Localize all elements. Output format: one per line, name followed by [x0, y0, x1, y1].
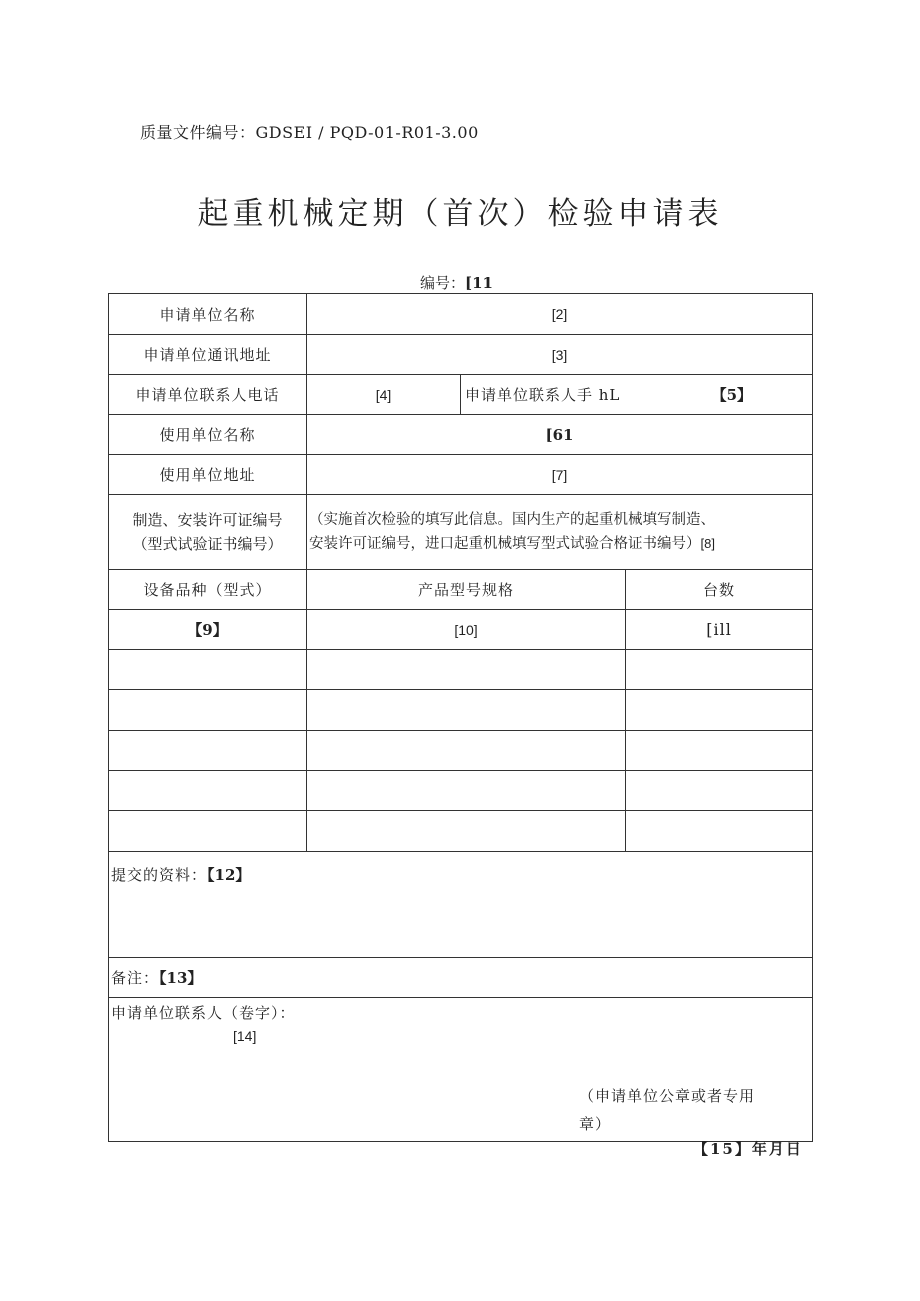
row-applicant-name [109, 294, 813, 335]
row-user-address [109, 455, 813, 495]
quantity-header: 台数 [626, 570, 813, 610]
materials-cell[interactable] [109, 852, 813, 958]
signature-label: 申请单位联系人（卷字）： [111, 1004, 296, 1022]
equipment-row-empty [109, 731, 813, 771]
row-contact [109, 375, 813, 415]
equipment-type-cell[interactable] [109, 811, 307, 852]
signature-cell[interactable] [109, 998, 813, 1158]
remarks-row [109, 958, 813, 998]
materials-label: 提交的资料： [111, 866, 208, 884]
quantity-cell[interactable] [626, 690, 813, 731]
license-note-number: [8] [700, 536, 715, 551]
equipment-row [109, 610, 813, 650]
signature-row [109, 998, 813, 1142]
remarks-value: 【13】 [159, 969, 203, 987]
materials-value: 【12】 [207, 866, 251, 884]
stamp-note [579, 1082, 789, 1138]
remarks-cell[interactable] [109, 958, 813, 998]
equipment-row-empty [109, 811, 813, 852]
applicant-address-field[interactable]: [3] [307, 335, 813, 375]
license-note-line2: 安装许可证编号，进口起重机械填写型式试验合格证书编号） [309, 536, 701, 552]
quality-doc-number: 质量文件编号：GDSEI / PQD-01-R01-3.00 [140, 123, 479, 142]
equipment-type-cell[interactable] [109, 650, 307, 690]
equipment-row-empty [109, 650, 813, 690]
user-name-label: 使用单位名称 [109, 415, 307, 455]
date-field-cut: 【15】年月日 [693, 1140, 803, 1158]
page-title: 起重机械定期（首次）检验申请表 [197, 196, 723, 232]
license-note[interactable] [307, 495, 813, 570]
application-form-table [108, 293, 813, 1158]
row-license [109, 495, 813, 570]
equipment-type-cell[interactable] [109, 731, 307, 771]
user-address-field[interactable]: [7] [307, 455, 813, 495]
equipment-type-cell[interactable]: 【9】 [109, 610, 307, 650]
user-address-label: 使用单位地址 [109, 455, 307, 495]
materials-row [109, 852, 813, 958]
model-spec-cell[interactable] [307, 771, 626, 811]
quantity-cell[interactable] [626, 731, 813, 771]
applicant-name-field[interactable]: [2] [307, 294, 813, 335]
stamp-note-line2: 章） [579, 1115, 612, 1133]
serial-label: 编号： [420, 274, 466, 292]
row-user-name [109, 415, 813, 455]
contact-phone-field[interactable]: [4] [307, 375, 461, 415]
serial-number [420, 272, 493, 293]
quantity-cell[interactable]: [ill [626, 610, 813, 650]
model-spec-cell[interactable] [307, 690, 626, 731]
contact-phone-label: 申请单位联系人电话 [109, 375, 307, 415]
quantity-cell[interactable] [626, 650, 813, 690]
contact-mobile-label: 申请单位联系人手 hL [461, 375, 626, 415]
quantity-cell[interactable] [626, 771, 813, 811]
model-spec-cell[interactable]: [10] [307, 610, 626, 650]
license-note-line1: （实施首次检验的填写此信息。国内生产的起重机械填写制造、 [309, 512, 715, 528]
license-note-line2-wrap [309, 532, 812, 556]
model-spec-header: 产品型号规格 [307, 570, 626, 610]
serial-value: [11 [465, 274, 493, 292]
equipment-type-cell[interactable] [109, 690, 307, 731]
equipment-header-row [109, 570, 813, 610]
license-label [109, 495, 307, 570]
remarks-label: 备注： [111, 969, 160, 987]
model-spec-cell[interactable] [307, 650, 626, 690]
equipment-type-cell[interactable] [109, 771, 307, 811]
model-spec-cell[interactable] [307, 731, 626, 771]
license-label-line1: 制造、安装许可证编号 [132, 511, 283, 529]
stamp-note-line1: （申请单位公章或者专用 [579, 1087, 756, 1105]
equipment-row-empty [109, 690, 813, 731]
row-applicant-address [109, 335, 813, 375]
quantity-cell[interactable] [626, 811, 813, 852]
equipment-type-header: 设备品种（型式） [109, 570, 307, 610]
license-label-line2: （型式试验证书编号） [132, 535, 283, 553]
model-spec-cell[interactable] [307, 811, 626, 852]
user-name-field[interactable]: [61 [307, 415, 813, 455]
signature-value: [14] [233, 1028, 257, 1044]
contact-mobile-field[interactable]: 【5】 [626, 375, 813, 415]
applicant-address-label: 申请单位通讯地址 [109, 335, 307, 375]
applicant-name-label: 申请单位名称 [109, 294, 307, 335]
equipment-row-empty [109, 771, 813, 811]
